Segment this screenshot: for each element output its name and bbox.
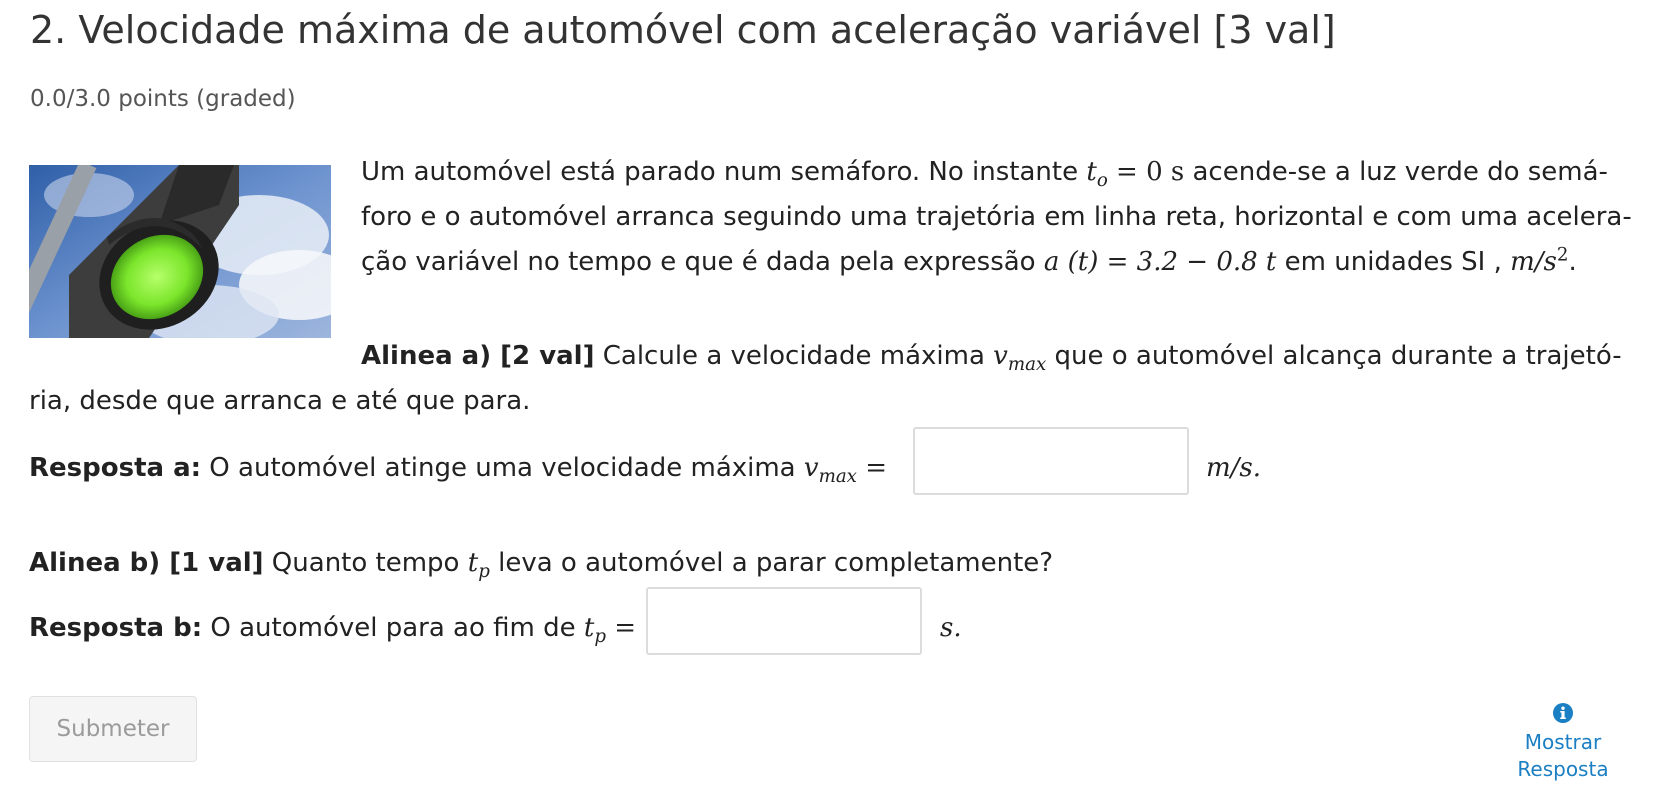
show-answer-button[interactable] (1508, 703, 1618, 783)
part-a-question-line-2: ria, desde que arranca e até que para. (29, 386, 531, 416)
show-answer-label-line-1: Mostrar (1524, 730, 1602, 754)
answer-a-label: Resposta a: (29, 453, 202, 483)
part-a-label: Alinea a) [2 val] (361, 341, 595, 371)
intro-line-3: ção variável no tempo e que é dada pela expressão a (t) = 3.2 − 0.8 t em unidades SI , $m/s^2$. (361, 244, 1577, 277)
part-a-answer-prompt: Resposta a: O automóvel atinge uma velocidade máxima $v_{max}$ = (29, 453, 888, 488)
answer-b-unit: s. (940, 613, 962, 643)
part-b-answer-prompt: Resposta b: O automóvel para ao fim de $t_p$ = (29, 613, 637, 648)
intro-line-1: Um automóvel está parado num semáforo. No instante $t_o = 0$ s acende-se a luz verde do semá- (361, 157, 1608, 192)
part-b-label: Alinea b) [1 val] (29, 548, 264, 578)
answer-a-unit: m/s. (1206, 453, 1262, 483)
intro-line-2: foro e o automóvel arranca seguindo uma trajetória em linha reta, horizontal e com uma acelera- (361, 202, 1632, 232)
part-b-question: Alinea b) [1 val] Quanto tempo $t_p$ leva o automóvel a parar completamente? (29, 548, 1054, 583)
info-icon (1553, 703, 1573, 723)
submit-button[interactable]: Submeter (29, 696, 197, 762)
answer-b-label: Resposta b: (29, 613, 203, 643)
problem-title: 2. Velocidade máxima de automóvel com aceleração variável [3 val] (30, 8, 1336, 52)
show-answer-label-line-2: Resposta (1517, 757, 1609, 781)
points-status: 0.0/3.0 points (graded) (30, 86, 296, 112)
part-a-question-line-1: Alinea a) [2 val] Calcule a velocidade máxima $v_{max}$ que o automóvel alcança durante a trajetó- (361, 341, 1622, 376)
